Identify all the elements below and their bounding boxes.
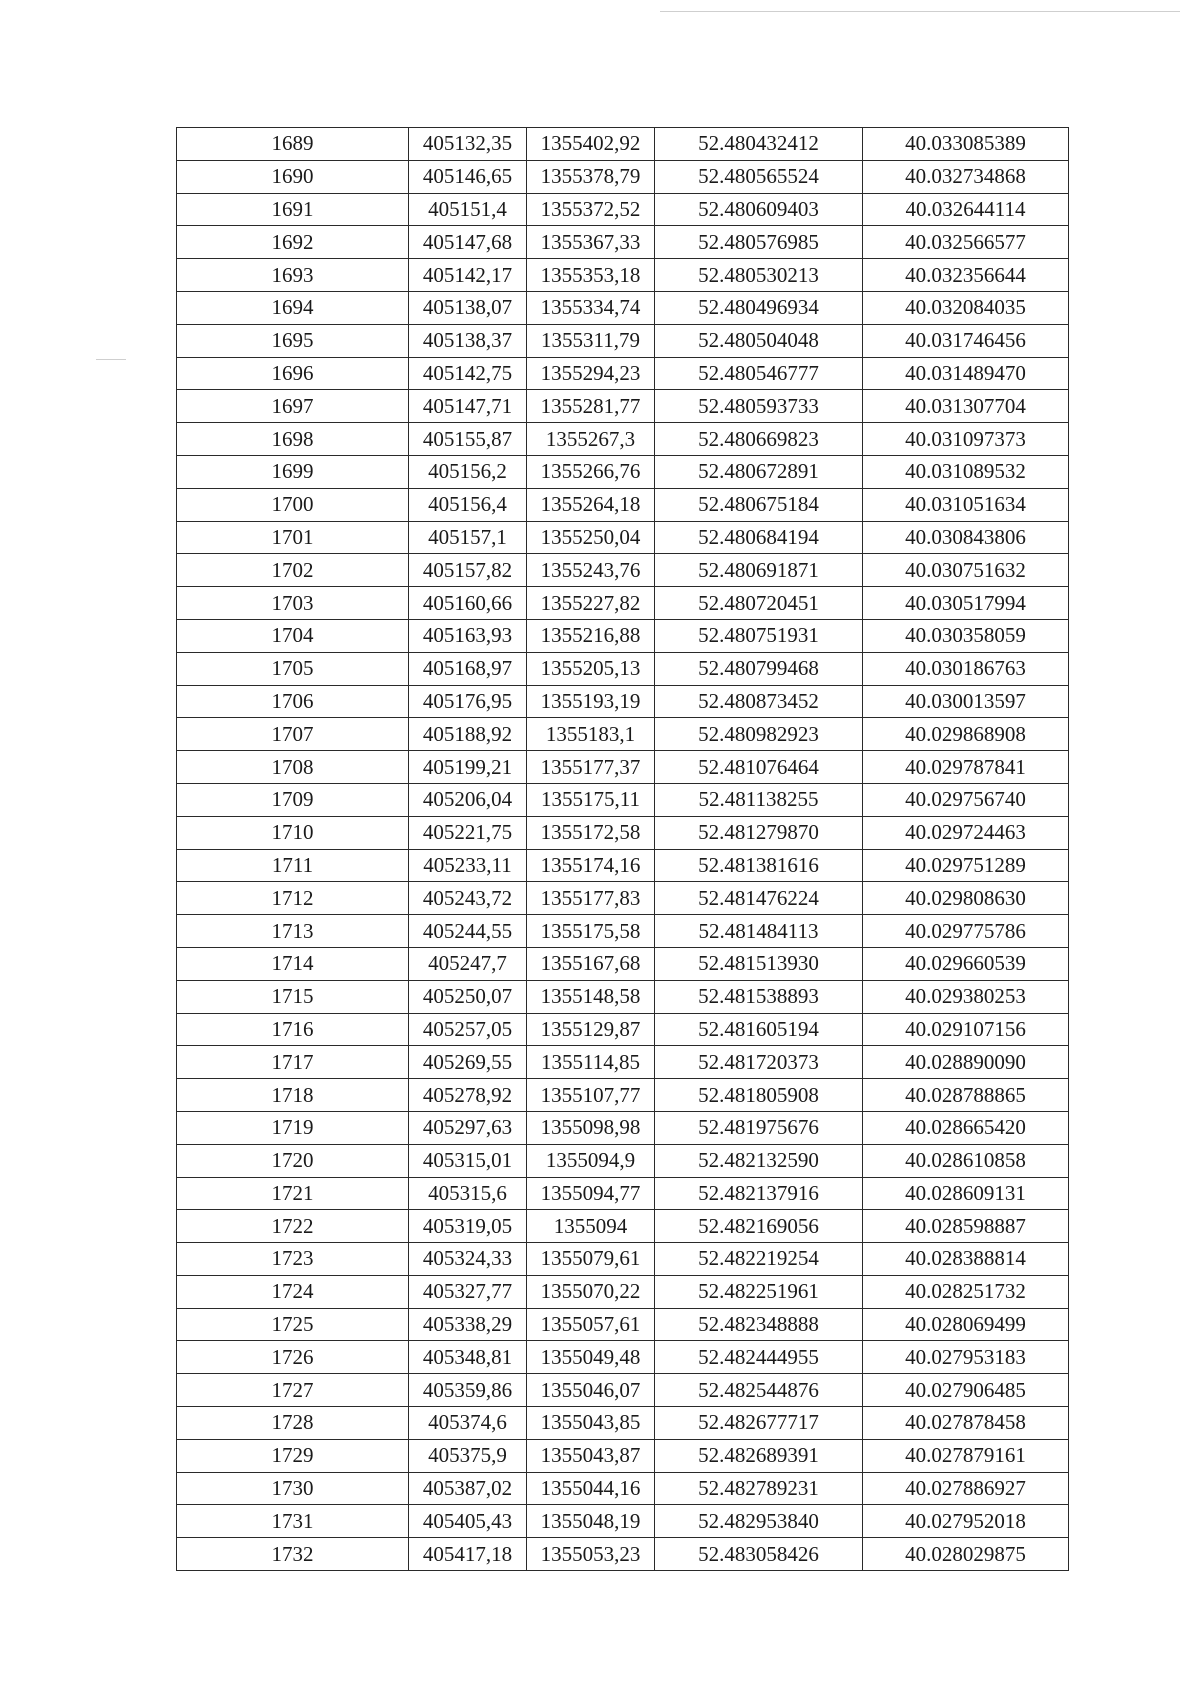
table-body: [177, 128, 1069, 1571]
longitude-cell: 40.032566577: [863, 226, 1069, 259]
x-coordinate-cell: 405257,05: [409, 1013, 527, 1046]
latitude-cell: 52.481076464: [655, 751, 863, 784]
x-coordinate-cell: 405269,55: [409, 1046, 527, 1079]
x-coordinate-cell: 405147,71: [409, 390, 527, 423]
y-coordinate-cell: 1355334,74: [527, 291, 655, 324]
x-coordinate-cell: 405147,68: [409, 226, 527, 259]
x-coordinate-cell: 405168,97: [409, 652, 527, 685]
longitude-cell: 40.032644114: [863, 193, 1069, 226]
x-coordinate-cell: 405221,75: [409, 816, 527, 849]
latitude-cell: 52.480432412: [655, 128, 863, 161]
x-coordinate-cell: 405244,55: [409, 915, 527, 948]
x-coordinate-cell: 405297,63: [409, 1111, 527, 1144]
y-coordinate-cell: 1355311,79: [527, 324, 655, 357]
table-row: [177, 587, 1069, 620]
latitude-cell: 52.481513930: [655, 947, 863, 980]
table-row: [177, 652, 1069, 685]
y-coordinate-cell: 1355049,48: [527, 1341, 655, 1374]
point-number-cell: 1727: [177, 1374, 409, 1407]
table-row: [177, 980, 1069, 1013]
longitude-cell: 40.031307704: [863, 390, 1069, 423]
table-row: [177, 1111, 1069, 1144]
longitude-cell: 40.030517994: [863, 587, 1069, 620]
x-coordinate-cell: 405138,37: [409, 324, 527, 357]
latitude-cell: 52.482677717: [655, 1407, 863, 1440]
longitude-cell: 40.031489470: [863, 357, 1069, 390]
table-row: [177, 1046, 1069, 1079]
latitude-cell: 52.482689391: [655, 1439, 863, 1472]
latitude-cell: 52.480609403: [655, 193, 863, 226]
point-number-cell: 1704: [177, 619, 409, 652]
x-coordinate-cell: 405155,87: [409, 423, 527, 456]
x-coordinate-cell: 405250,07: [409, 980, 527, 1013]
table-row: [177, 291, 1069, 324]
y-coordinate-cell: 1355053,23: [527, 1538, 655, 1571]
y-coordinate-cell: 1355175,58: [527, 915, 655, 948]
table-row: [177, 915, 1069, 948]
y-coordinate-cell: 1355174,16: [527, 849, 655, 882]
point-number-cell: 1724: [177, 1275, 409, 1308]
latitude-cell: 52.480691871: [655, 554, 863, 587]
longitude-cell: 40.028609131: [863, 1177, 1069, 1210]
latitude-cell: 52.482544876: [655, 1374, 863, 1407]
y-coordinate-cell: 1355353,18: [527, 259, 655, 292]
latitude-cell: 52.481538893: [655, 980, 863, 1013]
latitude-cell: 52.480672891: [655, 455, 863, 488]
x-coordinate-cell: 405163,93: [409, 619, 527, 652]
latitude-cell: 52.481720373: [655, 1046, 863, 1079]
point-number-cell: 1721: [177, 1177, 409, 1210]
table-row: [177, 1013, 1069, 1046]
x-coordinate-cell: 405348,81: [409, 1341, 527, 1374]
point-number-cell: 1712: [177, 882, 409, 915]
latitude-cell: 52.480576985: [655, 226, 863, 259]
table-row: [177, 882, 1069, 915]
latitude-cell: 52.482953840: [655, 1505, 863, 1538]
x-coordinate-cell: 405176,95: [409, 685, 527, 718]
latitude-cell: 52.481605194: [655, 1013, 863, 1046]
latitude-cell: 52.480675184: [655, 488, 863, 521]
longitude-cell: 40.029724463: [863, 816, 1069, 849]
table-row: [177, 160, 1069, 193]
y-coordinate-cell: 1355175,11: [527, 783, 655, 816]
latitude-cell: 52.480799468: [655, 652, 863, 685]
longitude-cell: 40.030013597: [863, 685, 1069, 718]
longitude-cell: 40.031097373: [863, 423, 1069, 456]
longitude-cell: 40.033085389: [863, 128, 1069, 161]
point-number-cell: 1719: [177, 1111, 409, 1144]
point-number-cell: 1722: [177, 1210, 409, 1243]
longitude-cell: 40.028251732: [863, 1275, 1069, 1308]
point-number-cell: 1732: [177, 1538, 409, 1571]
y-coordinate-cell: 1355172,58: [527, 816, 655, 849]
y-coordinate-cell: 1355281,77: [527, 390, 655, 423]
y-coordinate-cell: 1355250,04: [527, 521, 655, 554]
y-coordinate-cell: 1355227,82: [527, 587, 655, 620]
table-row: [177, 1177, 1069, 1210]
point-number-cell: 1696: [177, 357, 409, 390]
latitude-cell: 52.481484113: [655, 915, 863, 948]
x-coordinate-cell: 405387,02: [409, 1472, 527, 1505]
y-coordinate-cell: 1355057,61: [527, 1308, 655, 1341]
table-row: [177, 1210, 1069, 1243]
y-coordinate-cell: 1355193,19: [527, 685, 655, 718]
point-number-cell: 1693: [177, 259, 409, 292]
longitude-cell: 40.029756740: [863, 783, 1069, 816]
longitude-cell: 40.029751289: [863, 849, 1069, 882]
latitude-cell: 52.482219254: [655, 1243, 863, 1276]
point-number-cell: 1730: [177, 1472, 409, 1505]
y-coordinate-cell: 1355043,85: [527, 1407, 655, 1440]
point-number-cell: 1699: [177, 455, 409, 488]
table-row: [177, 751, 1069, 784]
x-coordinate-cell: 405156,2: [409, 455, 527, 488]
longitude-cell: 40.029107156: [863, 1013, 1069, 1046]
x-coordinate-cell: 405142,17: [409, 259, 527, 292]
longitude-cell: 40.028388814: [863, 1243, 1069, 1276]
table-row: [177, 193, 1069, 226]
longitude-cell: 40.029787841: [863, 751, 1069, 784]
table-row: [177, 947, 1069, 980]
point-number-cell: 1691: [177, 193, 409, 226]
table-row: [177, 1341, 1069, 1374]
longitude-cell: 40.028598887: [863, 1210, 1069, 1243]
table-row: [177, 783, 1069, 816]
table-row: [177, 1439, 1069, 1472]
point-number-cell: 1714: [177, 947, 409, 980]
point-number-cell: 1709: [177, 783, 409, 816]
scan-artifact: [96, 359, 126, 360]
y-coordinate-cell: 1355048,19: [527, 1505, 655, 1538]
y-coordinate-cell: 1355094: [527, 1210, 655, 1243]
y-coordinate-cell: 1355094,77: [527, 1177, 655, 1210]
x-coordinate-cell: 405132,35: [409, 128, 527, 161]
y-coordinate-cell: 1355167,68: [527, 947, 655, 980]
point-number-cell: 1710: [177, 816, 409, 849]
y-coordinate-cell: 1355177,37: [527, 751, 655, 784]
latitude-cell: 52.480684194: [655, 521, 863, 554]
table-row: [177, 1144, 1069, 1177]
point-number-cell: 1700: [177, 488, 409, 521]
y-coordinate-cell: 1355243,76: [527, 554, 655, 587]
x-coordinate-cell: 405138,07: [409, 291, 527, 324]
latitude-cell: 52.480504048: [655, 324, 863, 357]
coordinates-table: [176, 127, 1069, 1571]
y-coordinate-cell: 1355043,87: [527, 1439, 655, 1472]
latitude-cell: 52.480720451: [655, 587, 863, 620]
x-coordinate-cell: 405315,6: [409, 1177, 527, 1210]
latitude-cell: 52.482132590: [655, 1144, 863, 1177]
table-row: [177, 1374, 1069, 1407]
table-row: [177, 128, 1069, 161]
longitude-cell: 40.032734868: [863, 160, 1069, 193]
latitude-cell: 52.480565524: [655, 160, 863, 193]
y-coordinate-cell: 1355372,52: [527, 193, 655, 226]
latitude-cell: 52.481975676: [655, 1111, 863, 1144]
y-coordinate-cell: 1355216,88: [527, 619, 655, 652]
y-coordinate-cell: 1355148,58: [527, 980, 655, 1013]
point-number-cell: 1726: [177, 1341, 409, 1374]
x-coordinate-cell: 405375,9: [409, 1439, 527, 1472]
latitude-cell: 52.480546777: [655, 357, 863, 390]
point-number-cell: 1707: [177, 718, 409, 751]
y-coordinate-cell: 1355267,3: [527, 423, 655, 456]
point-number-cell: 1705: [177, 652, 409, 685]
table-row: [177, 1079, 1069, 1112]
table-row: [177, 619, 1069, 652]
longitude-cell: 40.028610858: [863, 1144, 1069, 1177]
table-row: [177, 1538, 1069, 1571]
longitude-cell: 40.029380253: [863, 980, 1069, 1013]
table-row: [177, 685, 1069, 718]
point-number-cell: 1703: [177, 587, 409, 620]
x-coordinate-cell: 405157,1: [409, 521, 527, 554]
table-row: [177, 1243, 1069, 1276]
latitude-cell: 52.482169056: [655, 1210, 863, 1243]
longitude-cell: 40.027906485: [863, 1374, 1069, 1407]
x-coordinate-cell: 405359,86: [409, 1374, 527, 1407]
x-coordinate-cell: 405374,6: [409, 1407, 527, 1440]
longitude-cell: 40.028069499: [863, 1308, 1069, 1341]
table-row: [177, 718, 1069, 751]
y-coordinate-cell: 1355183,1: [527, 718, 655, 751]
table-row: [177, 521, 1069, 554]
latitude-cell: 52.480496934: [655, 291, 863, 324]
x-coordinate-cell: 405405,43: [409, 1505, 527, 1538]
table-row: [177, 324, 1069, 357]
longitude-cell: 40.028788865: [863, 1079, 1069, 1112]
point-number-cell: 1728: [177, 1407, 409, 1440]
point-number-cell: 1690: [177, 160, 409, 193]
point-number-cell: 1706: [177, 685, 409, 718]
table-row: [177, 259, 1069, 292]
latitude-cell: 52.480982923: [655, 718, 863, 751]
table-row: [177, 1275, 1069, 1308]
x-coordinate-cell: 405156,4: [409, 488, 527, 521]
longitude-cell: 40.029660539: [863, 947, 1069, 980]
longitude-cell: 40.027886927: [863, 1472, 1069, 1505]
point-number-cell: 1717: [177, 1046, 409, 1079]
longitude-cell: 40.031051634: [863, 488, 1069, 521]
x-coordinate-cell: 405338,29: [409, 1308, 527, 1341]
latitude-cell: 52.480593733: [655, 390, 863, 423]
y-coordinate-cell: 1355044,16: [527, 1472, 655, 1505]
y-coordinate-cell: 1355094,9: [527, 1144, 655, 1177]
table-row: [177, 226, 1069, 259]
x-coordinate-cell: 405157,82: [409, 554, 527, 587]
longitude-cell: 40.028890090: [863, 1046, 1069, 1079]
point-number-cell: 1697: [177, 390, 409, 423]
longitude-cell: 40.027878458: [863, 1407, 1069, 1440]
longitude-cell: 40.027879161: [863, 1439, 1069, 1472]
latitude-cell: 52.480873452: [655, 685, 863, 718]
point-number-cell: 1698: [177, 423, 409, 456]
table-row: [177, 849, 1069, 882]
longitude-cell: 40.029868908: [863, 718, 1069, 751]
point-number-cell: 1701: [177, 521, 409, 554]
y-coordinate-cell: 1355402,92: [527, 128, 655, 161]
latitude-cell: 52.480530213: [655, 259, 863, 292]
longitude-cell: 40.028665420: [863, 1111, 1069, 1144]
table-row: [177, 455, 1069, 488]
x-coordinate-cell: 405247,7: [409, 947, 527, 980]
y-coordinate-cell: 1355070,22: [527, 1275, 655, 1308]
table-row: [177, 816, 1069, 849]
latitude-cell: 52.482251961: [655, 1275, 863, 1308]
x-coordinate-cell: 405243,72: [409, 882, 527, 915]
table-row: [177, 423, 1069, 456]
longitude-cell: 40.032084035: [863, 291, 1069, 324]
y-coordinate-cell: 1355205,13: [527, 652, 655, 685]
x-coordinate-cell: 405146,65: [409, 160, 527, 193]
x-coordinate-cell: 405188,92: [409, 718, 527, 751]
point-number-cell: 1689: [177, 128, 409, 161]
latitude-cell: 52.481138255: [655, 783, 863, 816]
y-coordinate-cell: 1355046,07: [527, 1374, 655, 1407]
x-coordinate-cell: 405315,01: [409, 1144, 527, 1177]
table-row: [177, 1308, 1069, 1341]
longitude-cell: 40.028029875: [863, 1538, 1069, 1571]
x-coordinate-cell: 405324,33: [409, 1243, 527, 1276]
x-coordinate-cell: 405417,18: [409, 1538, 527, 1571]
latitude-cell: 52.481279870: [655, 816, 863, 849]
latitude-cell: 52.482789231: [655, 1472, 863, 1505]
point-number-cell: 1694: [177, 291, 409, 324]
point-number-cell: 1702: [177, 554, 409, 587]
table-row: [177, 390, 1069, 423]
scan-artifact: [660, 11, 1180, 12]
latitude-cell: 52.481476224: [655, 882, 863, 915]
x-coordinate-cell: 405151,4: [409, 193, 527, 226]
y-coordinate-cell: 1355129,87: [527, 1013, 655, 1046]
point-number-cell: 1720: [177, 1144, 409, 1177]
x-coordinate-cell: 405206,04: [409, 783, 527, 816]
x-coordinate-cell: 405142,75: [409, 357, 527, 390]
y-coordinate-cell: 1355266,76: [527, 455, 655, 488]
y-coordinate-cell: 1355294,23: [527, 357, 655, 390]
latitude-cell: 52.480669823: [655, 423, 863, 456]
latitude-cell: 52.482444955: [655, 1341, 863, 1374]
latitude-cell: 52.481381616: [655, 849, 863, 882]
longitude-cell: 40.030358059: [863, 619, 1069, 652]
y-coordinate-cell: 1355367,33: [527, 226, 655, 259]
point-number-cell: 1708: [177, 751, 409, 784]
latitude-cell: 52.481805908: [655, 1079, 863, 1112]
y-coordinate-cell: 1355114,85: [527, 1046, 655, 1079]
point-number-cell: 1715: [177, 980, 409, 1013]
table-row: [177, 554, 1069, 587]
longitude-cell: 40.030751632: [863, 554, 1069, 587]
point-number-cell: 1713: [177, 915, 409, 948]
longitude-cell: 40.031089532: [863, 455, 1069, 488]
point-number-cell: 1718: [177, 1079, 409, 1112]
latitude-cell: 52.482348888: [655, 1308, 863, 1341]
y-coordinate-cell: 1355264,18: [527, 488, 655, 521]
longitude-cell: 40.029808630: [863, 882, 1069, 915]
x-coordinate-cell: 405319,05: [409, 1210, 527, 1243]
longitude-cell: 40.032356644: [863, 259, 1069, 292]
x-coordinate-cell: 405160,66: [409, 587, 527, 620]
point-number-cell: 1716: [177, 1013, 409, 1046]
table-row: [177, 488, 1069, 521]
y-coordinate-cell: 1355107,77: [527, 1079, 655, 1112]
x-coordinate-cell: 405233,11: [409, 849, 527, 882]
point-number-cell: 1695: [177, 324, 409, 357]
table-row: [177, 1472, 1069, 1505]
y-coordinate-cell: 1355177,83: [527, 882, 655, 915]
point-number-cell: 1723: [177, 1243, 409, 1276]
latitude-cell: 52.480751931: [655, 619, 863, 652]
point-number-cell: 1711: [177, 849, 409, 882]
x-coordinate-cell: 405278,92: [409, 1079, 527, 1112]
longitude-cell: 40.030843806: [863, 521, 1069, 554]
table-row: [177, 357, 1069, 390]
longitude-cell: 40.030186763: [863, 652, 1069, 685]
longitude-cell: 40.029775786: [863, 915, 1069, 948]
latitude-cell: 52.483058426: [655, 1538, 863, 1571]
longitude-cell: 40.027953183: [863, 1341, 1069, 1374]
point-number-cell: 1731: [177, 1505, 409, 1538]
point-number-cell: 1729: [177, 1439, 409, 1472]
table-row: [177, 1407, 1069, 1440]
latitude-cell: 52.482137916: [655, 1177, 863, 1210]
point-number-cell: 1692: [177, 226, 409, 259]
x-coordinate-cell: 405327,77: [409, 1275, 527, 1308]
y-coordinate-cell: 1355378,79: [527, 160, 655, 193]
y-coordinate-cell: 1355098,98: [527, 1111, 655, 1144]
longitude-cell: 40.031746456: [863, 324, 1069, 357]
y-coordinate-cell: 1355079,61: [527, 1243, 655, 1276]
point-number-cell: 1725: [177, 1308, 409, 1341]
table-row: [177, 1505, 1069, 1538]
x-coordinate-cell: 405199,21: [409, 751, 527, 784]
longitude-cell: 40.027952018: [863, 1505, 1069, 1538]
